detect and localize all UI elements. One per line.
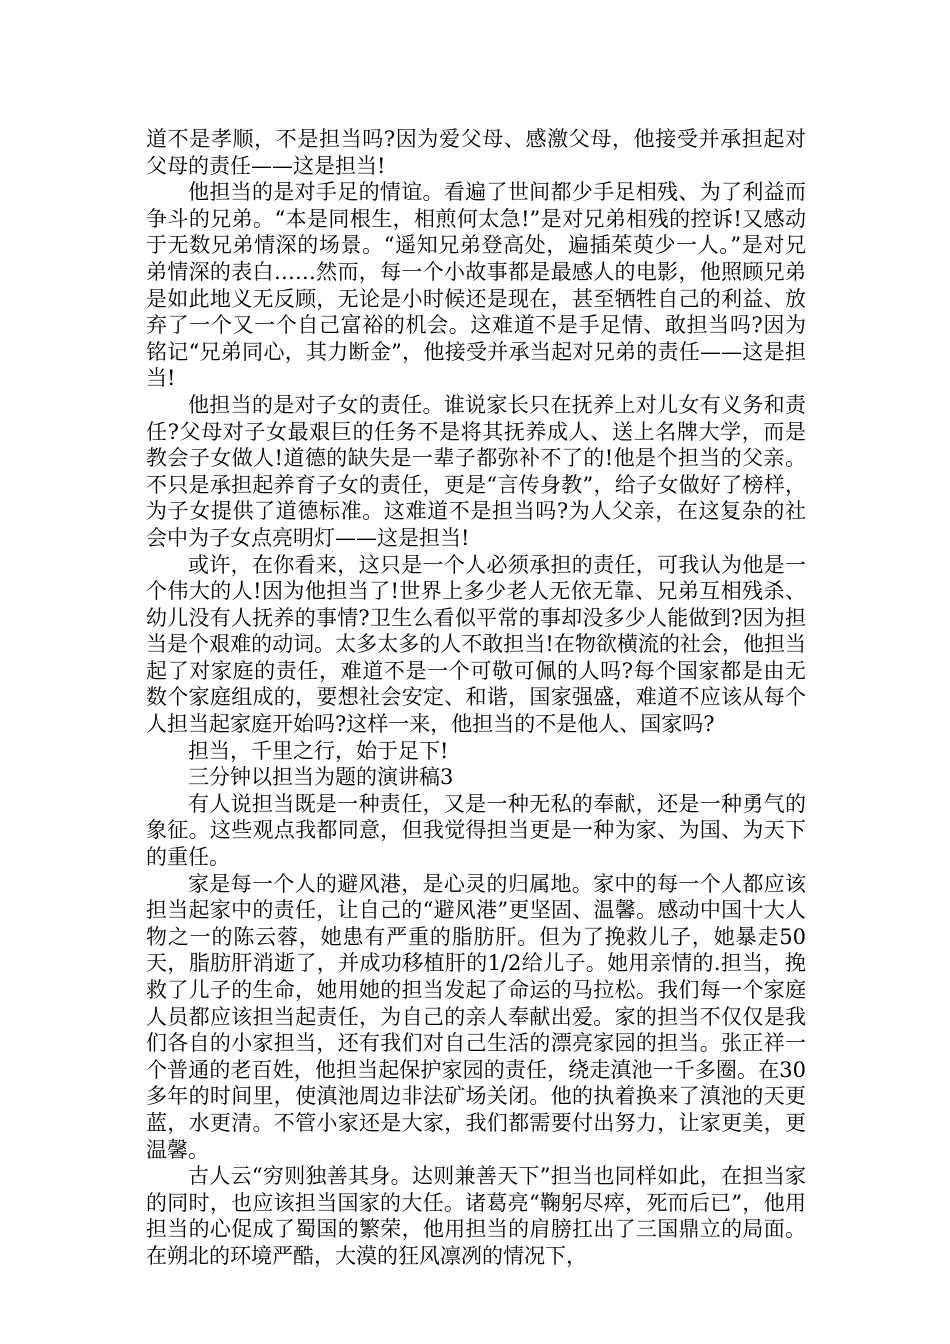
paragraph-5: 担当，千里之行，始于足下!	[188, 738, 449, 763]
document-body	[146, 126, 806, 1270]
paragraph-8: 家是每一个人的避风港，是心灵的归属地。家中的每一个人都应该担当起家中的责任，让自己的“避风港”更坚固、温馨。感动中国十大人物之一的陈云蓉，她患有严重的脂肪肝。但为了挽救儿子，她暴走50天，脂肪肝消逝了，并成功移植肝的1/2给儿子。她用亲情的.担当，挽救了儿子的生命，她用她的担当发起了命运的马拉松。我们每一个家庭人员都应该担当起责任，为自己的亲人奉献出爱。家的担当不仅仅是我们各自的小家担当，还有我们对自己生活的漂亮家园的担当。张正祥一个普通的老百姓，他担当起保护家园的责任，绕走滇池一千多圈。在30多年的时间里，使滇池周边非法矿场关闭。他的执着换来了滇池的天更蓝，水更清。不管小家还是大家，我们都需要付出努力，让家更美，更温馨。	[146, 871, 806, 1162]
paragraph-7: 有人说担当既是一种责任，又是一种无私的奉献，还是一种勇气的象征。这些观点我都同意，但我觉得担当更是一种为家、为国、为天下的重任。	[146, 791, 806, 870]
paragraph-2: 他担当的是对手足的情谊。看遍了世间都少手足相残、为了利益而争斗的兄弟。“本是同根生，相煎何太急!”是对兄弟相残的控诉!又感动于无数兄弟情深的场景。“遥知兄弟登高处，遍插茱萸少一人。”是对兄弟情深的表白……然而，每一个小故事都是最感人的电影，他照顾兄弟是如此地义无反顾，无论是小时候还是现在，甚至牺牲自己的利益、放弃了一个又一个自己富裕的机会。这难道不是手足情、敢担当吗?因为铭记“兄弟同心，其力断金”，他接受并承当起对兄弟的责任——这是担当!	[146, 180, 806, 391]
paragraph-4: 或许，在你看来，这只是一个人必须承担的责任，可我认为他是一个伟大的人!因为他担当了!世界上多少老人无依无靠、兄弟互相残杀、幼儿没有人抚养的事情?卫生么看似平常的事却没多少人能做到?因为担当是个艰难的动词。太多太多的人不敢担当!在物欲横流的社会，他担当起了对家庭的责任，难道不是一个可敬可佩的人吗?每个国家都是由无数个家庭组成的，要想社会安定、和谐，国家强盛，难道不应该从每个人担当起家庭开始吗?这样一来，他担当的不是他人、国家吗?	[146, 552, 806, 737]
paragraph-1: 道不是孝顺，不是担当吗?因为爱父母、感激父母，他接受并承担起对父母的责任——这是担当!	[146, 127, 806, 178]
section-heading: 三分钟以担当为题的演讲稿3	[188, 765, 454, 790]
paragraph-3: 他担当的是对子女的责任。谁说家长只在抚养上对儿女有义务和责任?父母对子女最艰巨的任务不是将其抚养成人、送上名牌大学，而是教会子女做人!道德的缺失是一辈子都弥补不了的!他是个担当的父亲。不只是承担起养育子女的责任，更是“言传身教”，给子女做好了榜样，为子女提供了道德标准。这难道不是担当吗?为人父亲，在这复杂的社会中为子女点亮明灯——这是担当!	[146, 392, 806, 550]
paragraph-9: 古人云“穷则独善其身。达则兼善天下”担当也同样如此，在担当家的同时，也应该担当国家的大任。诸葛亮“鞠躬尽瘁，死而后已”，他用担当的心促成了蜀国的繁荣，他用担当的肩膀扛出了三国鼎立的局面。在朔北的环境严酷，大漠的狂风凛冽的情况下，	[146, 1164, 806, 1268]
